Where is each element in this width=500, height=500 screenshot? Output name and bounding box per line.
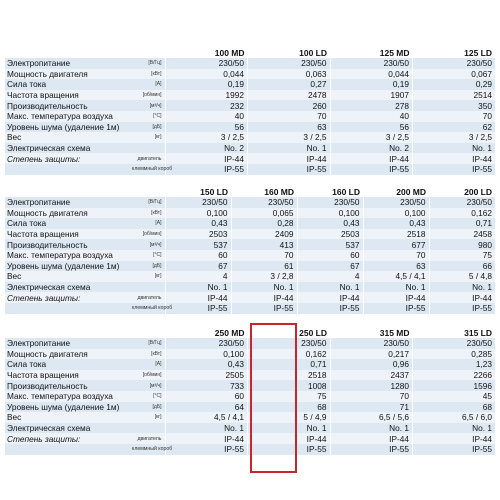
value-cell: IP-55 <box>297 303 363 314</box>
row-unit: [В/Гц] <box>148 199 162 206</box>
row-unit: [кВт] <box>151 209 162 216</box>
table-row <box>5 122 495 133</box>
table-row <box>5 100 495 111</box>
value-cell: No. 1 <box>413 423 496 434</box>
row-unit: [А] <box>155 361 162 368</box>
value-cell: 0,96 <box>330 359 413 370</box>
value-cell: 0,19 <box>330 79 413 90</box>
row-label: Макс. температура воздуха <box>7 250 113 261</box>
row-unit: [А] <box>155 81 162 88</box>
model-header: 200 MD <box>396 187 426 197</box>
table-row <box>5 111 495 122</box>
value-cell: No. 1 <box>231 282 297 293</box>
row-label <box>5 444 130 455</box>
value-cell: 0,71 <box>248 359 331 370</box>
value-cell: IP-44 <box>165 153 248 164</box>
value-cell: 0,162 <box>429 208 495 219</box>
spec-table-1 <box>5 46 495 175</box>
value-cell: 67 <box>297 261 363 272</box>
value-cell: No. 1 <box>363 282 429 293</box>
row-unit: [°C] <box>153 113 162 120</box>
row-unit: [кг] <box>154 414 162 421</box>
value-cell: IP-44 <box>248 153 331 164</box>
row-unit: [кг] <box>154 273 162 280</box>
value-cell: 0,044 <box>330 69 413 80</box>
value-cell: 2505 <box>165 370 248 381</box>
value-cell: 3 / 2,5 <box>248 132 331 143</box>
table-row <box>5 79 495 90</box>
value-cell: 230/50 <box>165 338 248 349</box>
value-cell: IP-44 <box>330 153 413 164</box>
value-cell: IP-44 <box>248 433 331 444</box>
spec-table-2 <box>5 185 495 314</box>
value-cell: IP-55 <box>429 303 495 314</box>
table-row <box>5 132 495 143</box>
row-unit <box>130 423 165 434</box>
row-label: Производительность <box>7 239 88 250</box>
row-unit: двигатель <box>137 155 162 162</box>
model-header-row <box>5 326 495 338</box>
row-unit: двигатель <box>137 294 162 301</box>
value-cell: 230/50 <box>429 197 495 208</box>
model-header: 200 LD <box>464 187 492 197</box>
value-cell: 4,5 / 4,1 <box>165 412 248 423</box>
row-unit: [кВт] <box>151 350 162 357</box>
table-row <box>5 197 495 208</box>
value-cell: 0,285 <box>413 349 496 360</box>
value-cell: 0,065 <box>231 208 297 219</box>
table-row <box>5 349 495 360</box>
value-cell: 2266 <box>413 370 496 381</box>
value-cell: 0,43 <box>165 359 248 370</box>
value-cell: 0,28 <box>231 218 297 229</box>
model-header: 125 LD <box>464 48 492 58</box>
value-cell: 413 <box>231 239 297 250</box>
row-unit: [В/Гц] <box>148 60 162 67</box>
value-cell: IP-55 <box>330 444 413 455</box>
row-unit: [дБ] <box>152 262 162 269</box>
row-label: Мощность двигателя <box>7 68 88 79</box>
row-unit: клеммный короб <box>132 166 173 173</box>
value-cell: No. 1 <box>413 143 496 154</box>
value-cell: 2458 <box>429 229 495 240</box>
value-cell: 230/50 <box>297 197 363 208</box>
table-row <box>5 218 495 229</box>
value-cell: 677 <box>363 239 429 250</box>
value-cell: 5 / 4,8 <box>429 271 495 282</box>
row-label: Уровень шума (удаление 1м) <box>7 401 120 412</box>
value-cell: IP-44 <box>413 433 496 444</box>
model-header: 160 LD <box>332 187 360 197</box>
table-row <box>5 58 495 69</box>
row-label: Мощность двигателя <box>7 348 88 359</box>
row-label: Вес <box>7 132 22 143</box>
row-unit: двигатель <box>137 435 162 442</box>
value-cell: 230/50 <box>413 338 496 349</box>
table-row <box>5 90 495 101</box>
value-cell: 6,5 / 5,6 <box>330 412 413 423</box>
value-cell: 68 <box>248 402 331 413</box>
value-cell: IP-44 <box>231 292 297 303</box>
row-unit: [дБ] <box>152 403 162 410</box>
value-cell: 0,27 <box>248 79 331 90</box>
table-row <box>5 359 495 370</box>
value-cell: 75 <box>429 250 495 261</box>
table-row <box>5 338 495 349</box>
value-cell: 0,43 <box>297 218 363 229</box>
model-header: 125 MD <box>379 48 410 58</box>
value-cell: 230/50 <box>248 338 331 349</box>
row-label: Степень защиты: <box>7 153 81 164</box>
value-cell: No. 1 <box>330 423 413 434</box>
table-row <box>5 69 495 80</box>
value-cell: 2409 <box>231 229 297 240</box>
row-unit: [об/мин] <box>142 372 162 379</box>
model-header: 315 LD <box>464 328 492 338</box>
row-label: Электрическая схема <box>7 282 91 293</box>
value-cell: 60 <box>297 250 363 261</box>
table-row <box>5 380 495 391</box>
row-unit: [°C] <box>153 393 162 400</box>
value-cell: IP-55 <box>330 164 413 175</box>
value-cell: 0,71 <box>429 218 495 229</box>
row-unit: [м³/ч] <box>149 241 162 248</box>
value-cell: 2518 <box>248 370 331 381</box>
value-cell: No. 1 <box>248 423 331 434</box>
table-row <box>5 370 495 381</box>
model-header-row <box>5 46 495 58</box>
table-row <box>5 239 495 250</box>
table-row <box>5 391 495 402</box>
row-label: Электрическая схема <box>7 423 91 434</box>
value-cell: 0,100 <box>165 349 248 360</box>
value-cell: 230/50 <box>363 197 429 208</box>
row-label: Мощность двигателя <box>7 207 88 218</box>
value-cell: 2478 <box>248 90 331 101</box>
value-cell: 63 <box>363 261 429 272</box>
row-label: Электропитание <box>7 338 71 349</box>
row-label: Производительность <box>7 100 88 111</box>
value-cell: 260 <box>248 100 331 111</box>
value-cell: 278 <box>330 100 413 111</box>
value-cell: 0,162 <box>248 349 331 360</box>
table-row <box>5 412 495 423</box>
value-cell: No. 1 <box>165 282 231 293</box>
row-label: Частота вращения <box>7 229 79 240</box>
row-label <box>5 303 130 314</box>
table-row <box>5 444 495 455</box>
value-cell: 0,29 <box>413 79 496 90</box>
row-label: Сила тока <box>7 359 47 370</box>
table-row <box>5 229 495 240</box>
value-cell: 68 <box>413 402 496 413</box>
value-cell: IP-44 <box>429 292 495 303</box>
value-cell: 66 <box>429 261 495 272</box>
value-cell: 230/50 <box>231 197 297 208</box>
row-label: Электропитание <box>7 58 71 69</box>
value-cell: 70 <box>413 111 496 122</box>
value-cell: 1,23 <box>413 359 496 370</box>
value-cell: 733 <box>165 380 248 391</box>
table-row <box>5 250 495 261</box>
value-cell: IP-55 <box>413 164 496 175</box>
value-cell: IP-44 <box>165 292 231 303</box>
row-unit: [об/мин] <box>142 92 162 99</box>
table-row <box>5 402 495 413</box>
value-cell: 62 <box>413 122 496 133</box>
value-cell: IP-55 <box>413 444 496 455</box>
value-cell: IP-44 <box>165 433 248 444</box>
value-cell: 3 / 2,5 <box>330 132 413 143</box>
row-label: Степень защиты: <box>7 292 81 303</box>
value-cell: 4 <box>297 271 363 282</box>
value-cell: 2503 <box>297 229 363 240</box>
row-label: Вес <box>7 271 22 282</box>
value-cell: No. 2 <box>165 143 248 154</box>
value-cell: 1907 <box>330 90 413 101</box>
value-cell: 70 <box>330 391 413 402</box>
value-cell: 230/50 <box>330 338 413 349</box>
value-cell: 1280 <box>330 380 413 391</box>
value-cell: 2518 <box>363 229 429 240</box>
value-cell: 232 <box>165 100 248 111</box>
value-cell: 75 <box>248 391 331 402</box>
row-unit: клеммный короб <box>132 446 173 453</box>
model-header: 100 MD <box>214 48 245 58</box>
row-unit <box>130 282 165 293</box>
value-cell: 0,19 <box>165 79 248 90</box>
value-cell: 230/50 <box>330 58 413 69</box>
row-unit: [А] <box>155 220 162 227</box>
model-header: 100 LD <box>299 48 327 58</box>
row-unit: [кг] <box>154 134 162 141</box>
value-cell: 537 <box>297 239 363 250</box>
value-cell: 40 <box>330 111 413 122</box>
row-unit: [об/мин] <box>142 231 162 238</box>
row-unit: [°C] <box>153 252 162 259</box>
value-cell: IP-55 <box>165 303 231 314</box>
table-row <box>5 143 495 154</box>
table-row <box>5 261 495 272</box>
table-row <box>5 303 495 314</box>
value-cell: 3 / 2,5 <box>413 132 496 143</box>
value-cell: 0,100 <box>363 208 429 219</box>
value-cell: No. 2 <box>330 143 413 154</box>
row-label: Частота вращения <box>7 90 79 101</box>
value-cell: 2514 <box>413 90 496 101</box>
value-cell: 2437 <box>330 370 413 381</box>
value-cell: 3 / 2,5 <box>165 132 248 143</box>
value-cell: 45 <box>413 391 496 402</box>
row-label: Степень защиты: <box>7 433 81 444</box>
value-cell: 60 <box>165 250 231 261</box>
value-cell: 4 <box>165 271 231 282</box>
value-cell: 61 <box>231 261 297 272</box>
value-cell: 63 <box>248 122 331 133</box>
row-label: Производительность <box>7 380 88 391</box>
value-cell: 0,43 <box>363 218 429 229</box>
value-cell: No. 1 <box>429 282 495 293</box>
value-cell: No. 1 <box>297 282 363 293</box>
row-label: Электропитание <box>7 197 71 208</box>
value-cell: IP-55 <box>248 444 331 455</box>
model-header: 250 LD <box>299 328 327 338</box>
row-unit: [кВт] <box>151 70 162 77</box>
table-row <box>5 433 495 444</box>
value-cell: 5 / 4,9 <box>248 412 331 423</box>
table-row <box>5 208 495 219</box>
value-cell: 350 <box>413 100 496 111</box>
value-cell: IP-44 <box>413 153 496 164</box>
model-header: 315 MD <box>379 328 410 338</box>
table-row <box>5 164 495 175</box>
value-cell: 0,217 <box>330 349 413 360</box>
value-cell: 230/50 <box>248 58 331 69</box>
value-cell: 230/50 <box>165 58 248 69</box>
row-unit: [м³/ч] <box>149 382 162 389</box>
table-row <box>5 153 495 164</box>
value-cell: 0,43 <box>165 218 231 229</box>
table-row <box>5 271 495 282</box>
value-cell: IP-44 <box>363 292 429 303</box>
model-header: 250 MD <box>214 328 245 338</box>
row-unit: [дБ] <box>152 123 162 130</box>
table-row <box>5 292 495 303</box>
value-cell: 56 <box>165 122 248 133</box>
table-row <box>5 423 495 434</box>
value-cell: 0,044 <box>165 69 248 80</box>
value-cell: 6,5 / 6,0 <box>413 412 496 423</box>
value-cell: 70 <box>231 250 297 261</box>
value-cell: IP-55 <box>165 164 248 175</box>
row-label: Макс. температура воздуха <box>7 111 113 122</box>
model-header: 150 LD <box>200 187 228 197</box>
row-label: Вес <box>7 412 22 423</box>
value-cell: No. 1 <box>165 423 248 434</box>
value-cell: 2503 <box>165 229 231 240</box>
spec-table-3 <box>5 326 495 455</box>
row-label: Уровень шума (удаление 1м) <box>7 121 120 132</box>
value-cell: 71 <box>330 402 413 413</box>
row-label: Частота вращения <box>7 370 79 381</box>
value-cell: 0,067 <box>413 69 496 80</box>
value-cell: No. 1 <box>248 143 331 154</box>
value-cell: IP-55 <box>231 303 297 314</box>
value-cell: 70 <box>248 111 331 122</box>
row-unit <box>130 143 165 154</box>
model-header: 160 MD <box>264 187 294 197</box>
value-cell: 230/50 <box>165 197 231 208</box>
value-cell: IP-55 <box>363 303 429 314</box>
row-label <box>5 164 130 175</box>
row-label: Уровень шума (удаление 1м) <box>7 260 120 271</box>
row-unit: [В/Гц] <box>148 340 162 347</box>
value-cell: 60 <box>165 391 248 402</box>
value-cell: 0,100 <box>165 208 231 219</box>
value-cell: 537 <box>165 239 231 250</box>
row-label: Макс. температура воздуха <box>7 391 113 402</box>
value-cell: 230/50 <box>413 58 496 69</box>
row-label: Сила тока <box>7 218 47 229</box>
value-cell: IP-55 <box>248 164 331 175</box>
row-unit: [м³/ч] <box>149 102 162 109</box>
value-cell: 4,5 / 4,1 <box>363 271 429 282</box>
value-cell: 0,100 <box>297 208 363 219</box>
value-cell: 64 <box>165 402 248 413</box>
value-cell: 980 <box>429 239 495 250</box>
model-header-row <box>5 185 495 197</box>
value-cell: 40 <box>165 111 248 122</box>
value-cell: 0,063 <box>248 69 331 80</box>
row-unit: клеммный короб <box>132 305 173 312</box>
value-cell: 1596 <box>413 380 496 391</box>
row-label: Сила тока <box>7 79 47 90</box>
row-label: Электрическая схема <box>7 143 91 154</box>
value-cell: 56 <box>330 122 413 133</box>
value-cell: IP-44 <box>330 433 413 444</box>
value-cell: IP-55 <box>165 444 248 455</box>
value-cell: 1992 <box>165 90 248 101</box>
value-cell: IP-44 <box>297 292 363 303</box>
value-cell: 3 / 2,8 <box>231 271 297 282</box>
table-row <box>5 282 495 293</box>
value-cell: 67 <box>165 261 231 272</box>
value-cell: 1008 <box>248 380 331 391</box>
value-cell: 70 <box>363 250 429 261</box>
